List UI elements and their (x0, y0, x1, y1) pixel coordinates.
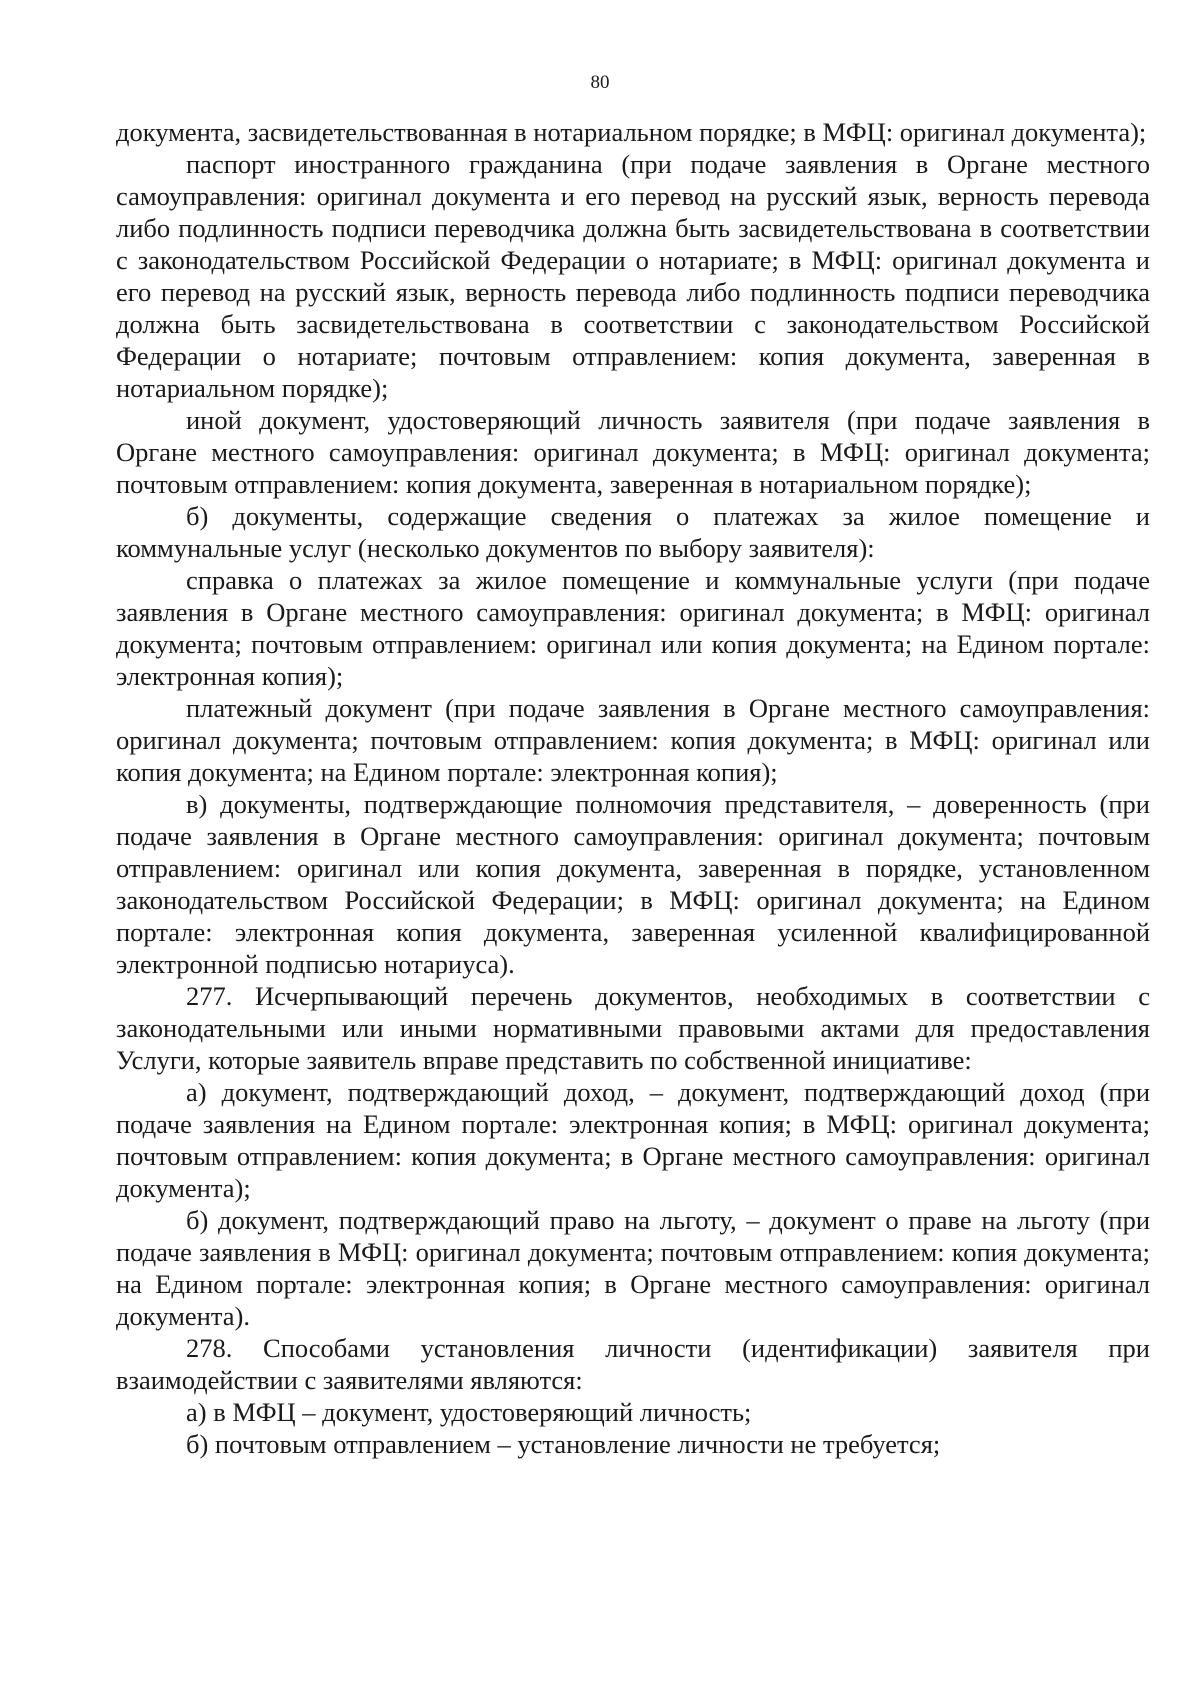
paragraph-income-document: а) документ, подтверждающий доход, – документ, подтверждающий доход (при подаче заявления на Едином портале: электронная копия; в МФЦ: оригинал документа; почтовым отправлением: копия документа; в Органе местного самоуправления: оригинал документа); (116, 1077, 1150, 1203)
page-number: 80 (590, 72, 610, 93)
paragraph-item-277: 277. Исчерпывающий перечень документов, необходимых в соответствии с законодательными или иными нормативными правовыми актами для предоставления Услуги, которые заявитель вправе представить по собственной инициативе: (116, 981, 1150, 1075)
paragraph-continuation: документа, засвидетельствованная в нотариальном порядке; в МФЦ: оригинал документа); (116, 117, 1147, 147)
paragraph-payment-document: платежный документ (при подаче заявления в Органе местного самоуправления: оригинал документа; почтовым отправлением: копия документа; в МФЦ: оригинал или копия документа; на Едином портале: электронная копия); (116, 693, 1150, 787)
paragraph-foreign-passport: паспорт иностранного гражданина (при подаче заявления в Органе местного самоуправления: оригинал документа и его перевод на русский язык, верность перевода либо подлинность подписи переводчика должна быть засвидетельствована в соответствии с законодательством Российской Федерации о нотариате; в МФЦ: оригинал документа и его перевод на русский язык, верность перевода либо подлинность подписи переводчика должна быть засвидетельствована в соответствии с законодательством Российской Федерации о нотариате; почтовым отправлением: копия документа, заверенная в нотариальном порядке); (116, 149, 1150, 403)
paragraph-mfc-identification: а) в МФЦ – документ, удостоверяющий личность; (186, 1397, 752, 1427)
paragraph-benefit-document: б) документ, подтверждающий право на льготу, – документ о праве на льготу (при подаче заявления в МФЦ: оригинал документа; почтовым отправлением: копия документа; на Едином портале: электронная копия; в Органе местного самоуправления: оригинал документа). (116, 1205, 1150, 1331)
paragraph-payment-documents: б) документы, содержащие сведения о платежах за жилое помещение и коммунальные услуг (несколько документов по выбору заявителя): (116, 501, 1150, 563)
paragraph-other-identity-document: иной документ, удостоверяющий личность заявителя (при подаче заявления в Органе местного самоуправления: оригинал документа; в МФЦ: оригинал документа; почтовым отправлением: копия документа, заверенная в нотариальном порядке); (116, 405, 1150, 499)
paragraph-representative-authority: в) документы, подтверждающие полномочия представителя, – доверенность (при подаче заявления в Органе местного самоуправления: оригинал документа; почтовым отправлением: оригинал или копия документа, заверенная в порядке, установленном законодательством Российской Федерации; в МФЦ: оригинал документа; на Едином портале: электронная копия документа, заверенная усиленной квалифицированной электронной подписью нотариуса). (116, 789, 1150, 979)
paragraph-item-278: 278. Способами установления личности (идентификации) заявителя при взаимодействии с заявителями являются: (116, 1333, 1150, 1395)
paragraph-postal-identification: б) почтовым отправлением – установление личности не требуется; (186, 1429, 941, 1459)
document-body (116, 116, 1150, 1460)
paragraph-payment-certificate: справка о платежах за жилое помещение и коммунальные услуги (при подаче заявления в Органе местного самоуправления: оригинал документа; в МФЦ: оригинал документа; почтовым отправлением: оригинал или копия документа; на Едином портале: электронная копия); (116, 565, 1150, 691)
